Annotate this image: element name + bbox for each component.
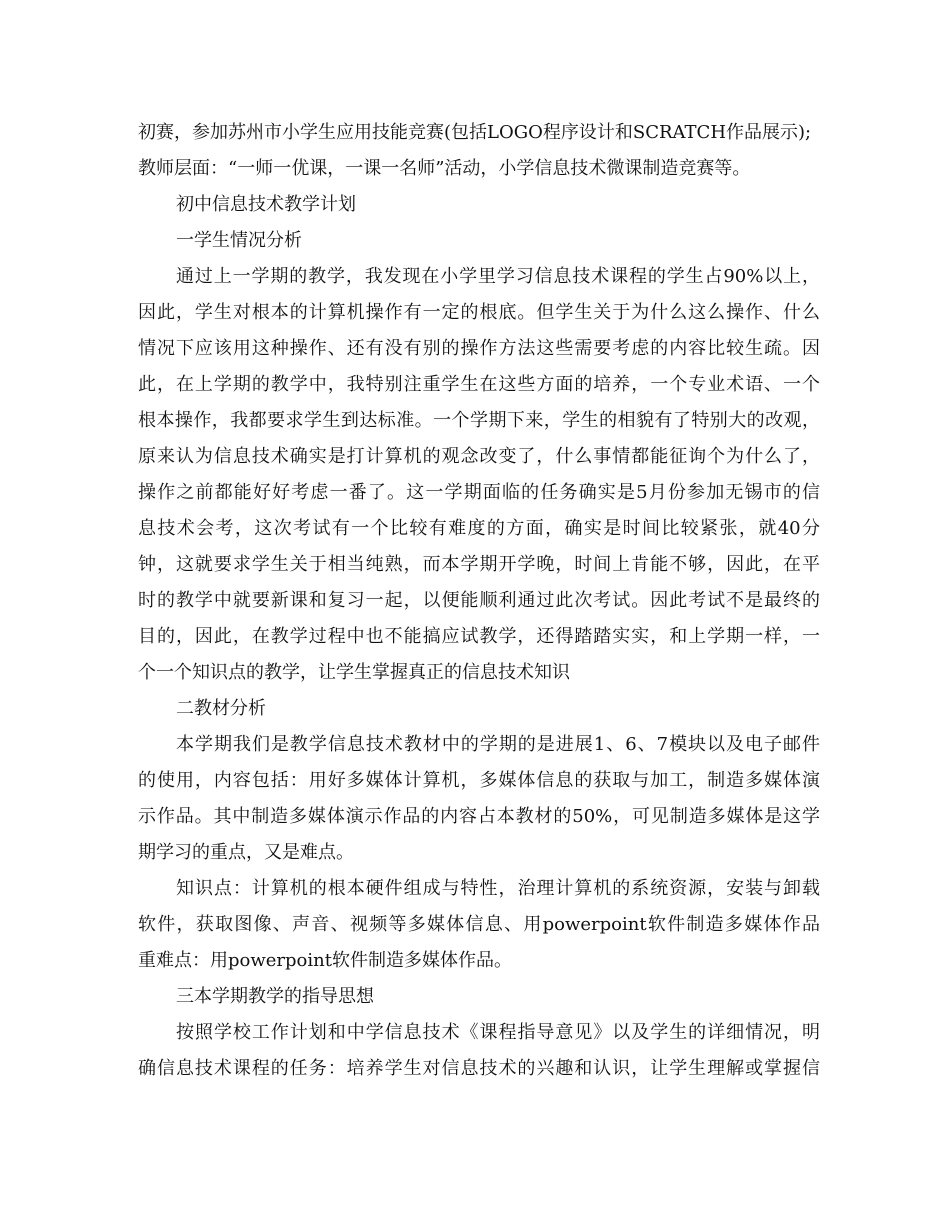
text-line: 初中信息技术教学计划 (176, 194, 356, 215)
text-line: 目的，因此，在教学过程中也不能搞应试教学，还得踏踏实实，和上学期一样，一 (138, 626, 820, 647)
text-line: 的使用，内容包括：用好多媒体计算机，多媒体信息的获取与加工，制造多媒体演 (138, 770, 820, 791)
text-line: 情况下应该用这种操作、还有没有别的操作方法这些需要考虑的内容比较生疏。因 (138, 338, 820, 359)
text-line: 知识点：计算机的根本硬件组成与特性，治理计算机的系统资源，安装与卸载 (176, 878, 820, 899)
text-line: 三本学期教学的指导思想 (176, 986, 374, 1007)
text-line: 示作品。其中制造多媒体演示作品的内容占本教材的50%，可见制造多媒体是这学 (138, 806, 820, 827)
text-line: 原来认为信息技术确实是打计算机的观念改变了，什么事情都能征询个为什么了， (138, 446, 820, 467)
text-line: 期学习的重点，又是难点。 (138, 842, 354, 863)
text-line: 重难点：用powerpoint软件制造多媒体作品。 (138, 950, 512, 971)
text-line: 通过上一学期的教学，我发现在小学里学习信息技术课程的学生占90%以上， (176, 266, 820, 287)
text-line: 软件，获取图像、声音、视频等多媒体信息、用powerpoint软件制造多媒体作品 (138, 914, 820, 935)
document-body (138, 115, 820, 1087)
text-line: 教师层面：“一师一优课，一课一名师”活动，小学信息技术微课制造竞赛等。 (138, 158, 751, 179)
text-line: 一学生情况分析 (176, 230, 302, 251)
text-line: 因此，学生对根本的计算机操作有一定的根底。但学生关于为什么这么操作、什么 (138, 302, 820, 323)
text-line: 息技术会考，这次考试有一个比较有难度的方面，确实是时间比较紧张，就40分 (138, 518, 820, 539)
text-line: 按照学校工作计划和中学信息技术《课程指导意见》以及学生的详细情况，明 (176, 1022, 820, 1043)
text-line: 操作之前都能好好考虑一番了。这一学期面临的任务确实是5月份参加无锡市的信 (138, 482, 820, 503)
text-line: 钟，这就要求学生关于相当纯熟，而本学期开学晚，时间上肯能不够，因此，在平 (138, 554, 820, 575)
text-line: 二教材分析 (176, 698, 266, 719)
text-line: 时的教学中就要新课和复习一起，以便能顺利通过此次考试。因此考试不是最终的 (138, 590, 820, 611)
text-line: 根本操作，我都要求学生到达标准。一个学期下来，学生的相貌有了特别大的改观， (138, 410, 820, 431)
text-line: 个一个知识点的教学，让学生掌握真正的信息技术知识 (138, 662, 570, 683)
text-line: 确信息技术课程的任务：培养学生对信息技术的兴趣和认识，让学生理解或掌握信 (138, 1058, 820, 1079)
text-line: 初赛，参加苏州市小学生应用技能竞赛(包括LOGO程序设计和SCRATCH作品展示); (138, 122, 812, 143)
text-line: 此，在上学期的教学中，我特别注重学生在这些方面的培养，一个专业术语、一个 (138, 374, 820, 395)
text-line: 本学期我们是教学信息技术教材中的学期的是进展1、6、7模块以及电子邮件 (176, 734, 820, 755)
